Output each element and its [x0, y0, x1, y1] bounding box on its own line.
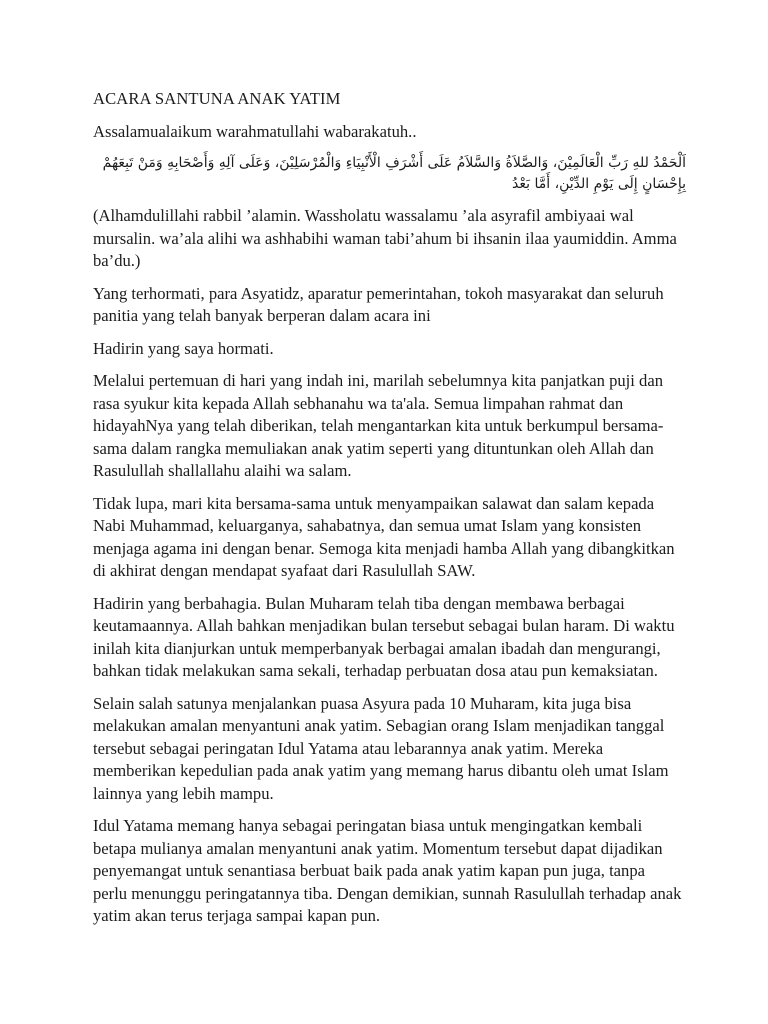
- arabic-opening: [93, 153, 686, 195]
- greeting: Assalamualaikum warahmatullahi wabarakatuh..: [93, 121, 417, 141]
- paragraph-4: Tidak lupa, mari kita bersama-sama untuk menyampaikan salawat dan salam kepada Nabi Muhammad, keluarganya, sahabatnya, dan semua umat Islam yang konsisten menjaga agama ini dengan benar. Semoga kita menjadi hamba Allah yang dibangkitkan di akhirat dengan mendapat syafaat dari Rasulullah SAW.: [93, 493, 675, 580]
- transliteration: (Alhamdulillahi rabbil ’alamin. Wassholatu wassalamu ’ala asyrafil ambiyaai wal mursalin. wa’ala alihi wa ashhabihi waman tabi’ahum bi ihsanin ilaa yaumiddin. Amma ba’du.): [93, 206, 677, 270]
- paragraph-1: Yang terhormati, para Asyatidz, aparatur pemerintahan, tokoh masyarakat dan seluruh panitia yang telah banyak berperan dalam acara ini: [93, 283, 664, 325]
- document-title: ACARA SANTUNA ANAK YATIM: [93, 89, 341, 108]
- arabic-line-1: اَلْحَمْدُ للهِ رَبِّ الْعَالَمِيْنَ، وَالصَّلاَةُ وَالسَّلاَمُ عَلَى أَشْرَفِ الْأَنْبِيَاءِ وَالْمُرْسَلِيْنَ، وَعَلَى آلِهِ وَأَصْحَابِهِ وَمَنْ تَبِعَهُمْ: [102, 155, 686, 171]
- arabic-line-2: بِإِحْسَانٍ إِلَى يَوْمِ الدِّيْنِ، أَمَّا بَعْدُ: [512, 176, 686, 192]
- paragraph-6: Selain salah satunya menjalankan puasa Asyura pada 10 Muharam, kita juga bisa melakukan amalan menyantuni anak yatim. Sebagian orang Islam menjadikan tanggal tersebut sebagai peringatan Idul Yatama atau lebarannya anak yatim. Mereka memberikan kepedulian pada anak yatim yang memang harus dibantu oleh umat Islam lainnya yang lebih mampu.: [93, 693, 669, 803]
- paragraph-7: Idul Yatama memang hanya sebagai peringatan biasa untuk mengingatkan kembali betapa mulianya amalan menyantuni anak yatim. Momentum tersebut dapat dijadikan penyemangat untuk senantiasa berbuat baik pada anak yatim kapan pun juga, tanpa perlu menunggu peringatannya tiba. Dengan demikian, sunnah Rasulullah terhadap anak yatim akan terus terjaga sampai kapan pun.: [93, 816, 682, 925]
- paragraph-3: Melalui pertemuan di hari yang indah ini, marilah sebelumnya kita panjatkan puji dan rasa syukur kita kepada Allah sebhanahu wa ta'ala. Semua limpahan rahmat dan hidayahNya yang telah diberikan, telah mengantarkan kita untuk berkumpul bersama-sama dalam rangka memuliakan anak yatim seperti yang dituntunkan oleh Allah dan Rasulullah shallallahu alaihi wa salam.: [93, 371, 664, 480]
- paragraph-5: Hadirin yang berbahagia. Bulan Muharam telah tiba dengan membawa berbagai keutamaannya. Allah bahkan menjadikan bulan tersebut sebagai bulan haram. Di waktu inilah kita dianjurkan untuk memperbanyak berbagai amalan ibadah dan mengurangi, bahkan tidak melakukan sama sekali, terhadap perbuatan dosa atau pun kemaksiatan.: [93, 593, 675, 680]
- paragraph-2: Hadirin yang saya hormati.: [93, 338, 274, 358]
